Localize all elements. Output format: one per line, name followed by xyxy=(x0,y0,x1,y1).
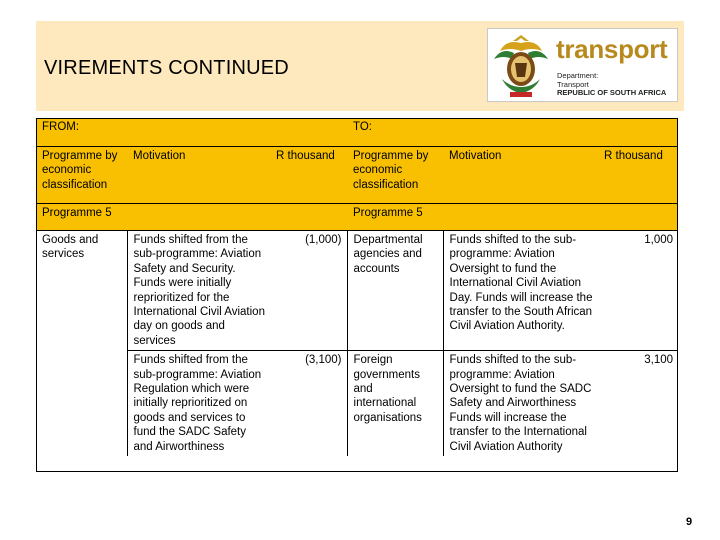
to-amount-cell: 3,100 xyxy=(644,354,674,367)
slide-header xyxy=(36,21,684,111)
dept-line-2: Transport xyxy=(557,79,589,89)
to-amount-cell: 1,000 xyxy=(598,231,678,351)
dept-line-1: Department: xyxy=(557,71,599,80)
table-row xyxy=(36,231,678,351)
col-from-motivation: Motivation xyxy=(127,147,270,204)
page-title: VIREMENTS CONTINUED xyxy=(44,57,289,79)
col-to-amount: R thousand xyxy=(598,147,678,204)
to-motivation-cell: Funds shifted to the sub-programme: Aviation Oversight to fund the SADC Safety and Airworthiness Funds will increase the transfer to the International Civil Aviation Authority xyxy=(443,351,598,456)
col-from-programme: Programme by economic classification xyxy=(36,147,127,204)
from-motivation-cell: Funds shifted from the sub-programme: Aviation Safety and Security. Funds were initially reprioritized for the International Civil Aviation day on goods and services xyxy=(127,231,270,351)
section-row xyxy=(36,204,678,231)
from-motivation-cell: Funds shifted from the sub-programme: Aviation Regulation which were initially reprioritized on goods and services to fund the SADC Safety and Airworthiness xyxy=(127,351,270,456)
col-from-amount: R thousand xyxy=(270,147,347,204)
to-label: TO: xyxy=(347,118,678,147)
virements-table xyxy=(36,118,678,456)
column-header-row xyxy=(36,147,678,204)
brand-wordmark: transport xyxy=(556,34,668,64)
from-label: FROM: xyxy=(36,118,347,147)
to-programme-cell: Departmental agencies and accounts xyxy=(347,231,443,351)
to-motivation-cell: Funds shifted to the sub-programme: Aviation Oversight to fund the International Civil Aviation Day. Funds will increase the transfer to the South African Civil Aviation Authority. xyxy=(443,231,598,351)
from-to-header-row xyxy=(36,118,678,147)
col-to-motivation: Motivation xyxy=(443,147,598,204)
to-programme-cell: Foreign governments and international organisations xyxy=(347,351,443,456)
from-section-label: Programme 5 xyxy=(36,204,347,231)
page-number: 9 xyxy=(686,516,693,528)
coat-of-arms-icon xyxy=(488,29,554,101)
from-amount-cell: (3,100) xyxy=(305,354,342,367)
col-to-programme: Programme by economic classification xyxy=(347,147,443,204)
to-section-label: Programme 5 xyxy=(347,204,678,231)
department-text xyxy=(557,72,666,98)
table-row xyxy=(36,351,678,456)
department-logo xyxy=(487,28,678,102)
from-amount-cell: (1,000) xyxy=(270,231,347,351)
dept-line-3: REPUBLIC OF SOUTH AFRICA xyxy=(557,88,667,97)
from-classification-cell: Goods and services xyxy=(42,234,99,261)
